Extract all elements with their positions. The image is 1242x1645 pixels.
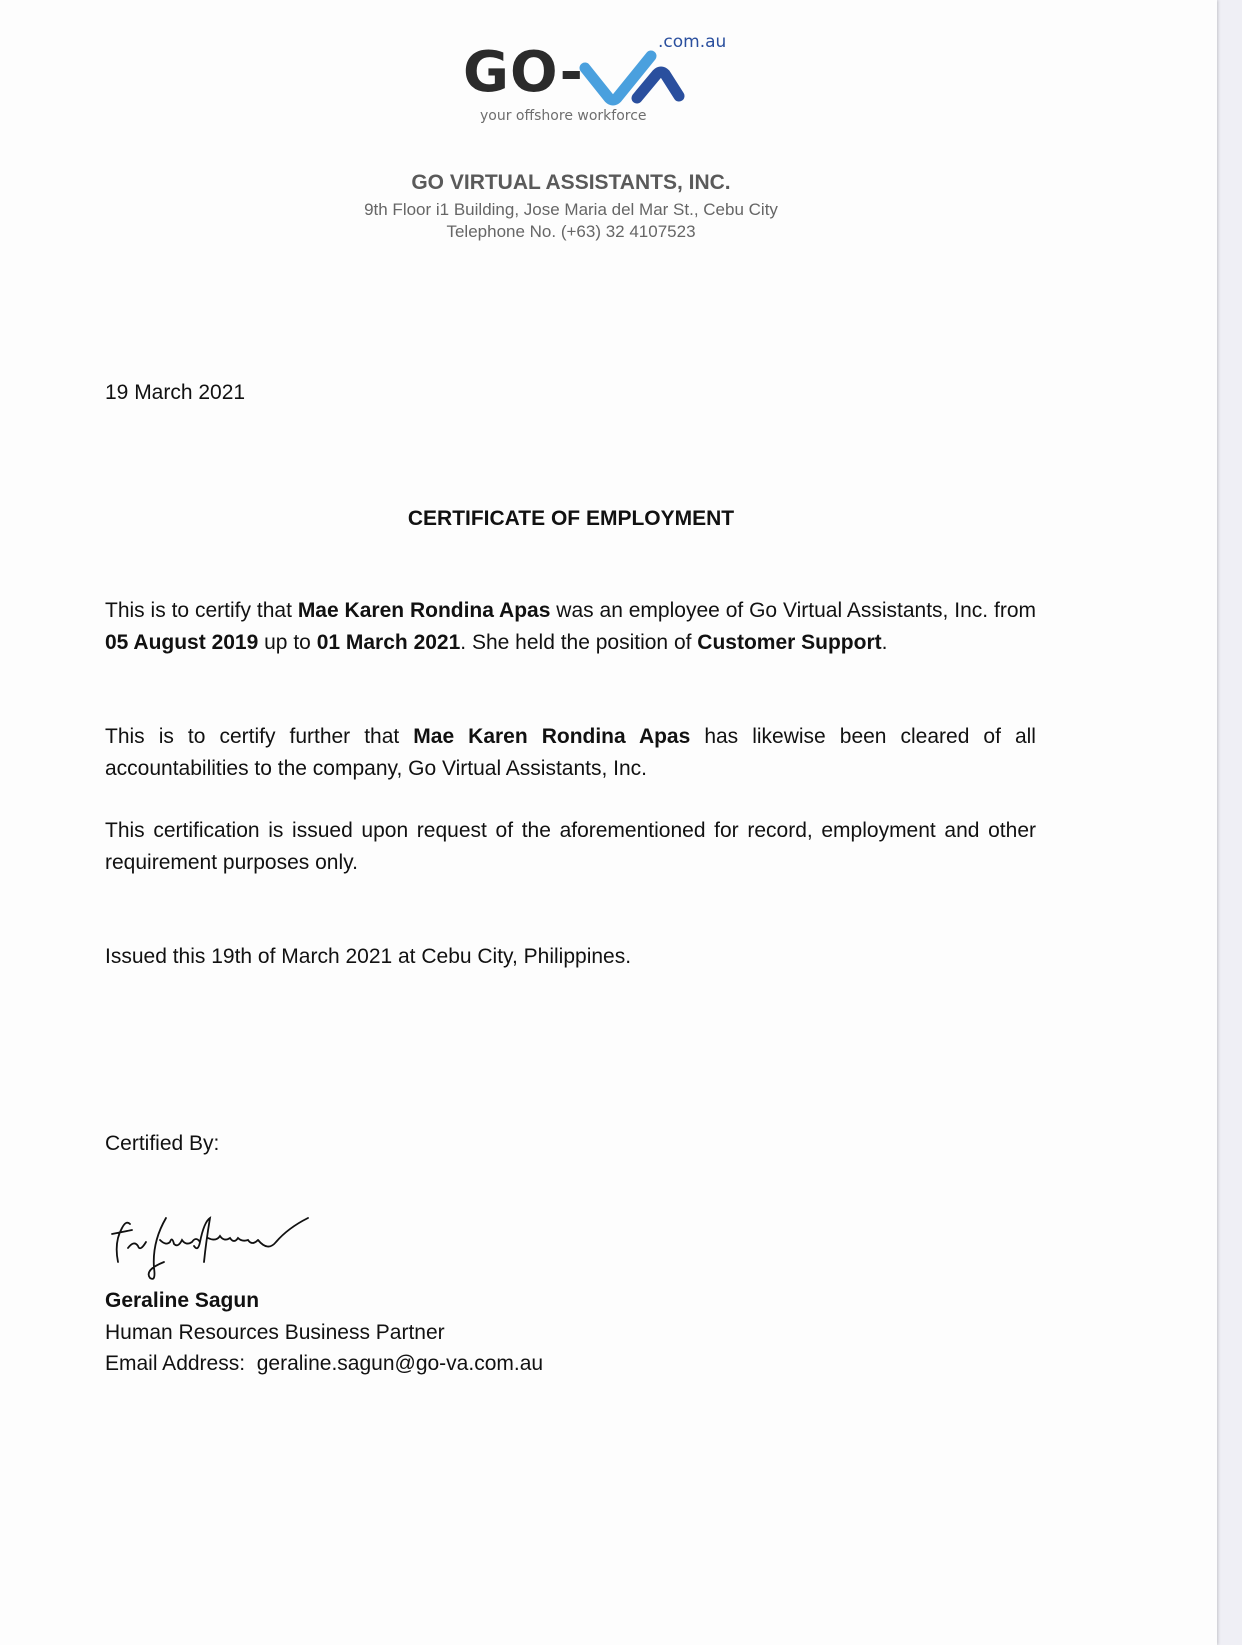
paragraph-purpose: This certification is issued upon request of the aforementioned for record, employment and other requirement purposes only. bbox=[105, 819, 1036, 874]
signatory-position: Human Resources Business Partner bbox=[105, 1320, 445, 1344]
company-name: GO VIRTUAL ASSISTANTS, INC. bbox=[411, 171, 731, 194]
tagline: your offshore workforce bbox=[480, 108, 647, 124]
logo-va-mark bbox=[579, 50, 689, 110]
issued-statement: Issued this 19th of March 2021 at Cebu City, Philippines. bbox=[105, 945, 632, 968]
letter-date: 19 March 2021 bbox=[105, 381, 246, 404]
company-address: 9th Floor i1 Building, Jose Maria del Mar St., Cebu City bbox=[364, 200, 778, 219]
paragraph-clearance: This is to certify further that Mae Karen Rondina Apas has likewise been cleared of all accountabilities to the company, Go Virtual Assistants, Inc. bbox=[105, 725, 1036, 780]
certificate-title: CERTIFICATE OF EMPLOYMENT bbox=[407, 507, 735, 530]
paragraph-employment: This is to certify that Mae Karen Rondina Apas was an employee of Go Virtual Assistants, Inc. from 05 August 2019 up to 01 March 2021. She held the position of Customer Support. bbox=[105, 599, 1036, 654]
company-telephone: Telephone No. (+63) 32 4107523 bbox=[446, 222, 696, 241]
logo-domain: .com.au bbox=[658, 32, 727, 52]
signatory-block bbox=[105, 1285, 1036, 1380]
logo-text: GO- bbox=[463, 40, 584, 105]
signatory-email[interactable]: geraline.sagun@go-va.com.au bbox=[256, 1352, 544, 1375]
signatory-email-line: Email Address: geraline.sagun@go-va.com.au bbox=[105, 1352, 544, 1375]
signatory-name: Geraline Sagun bbox=[105, 1289, 260, 1312]
signature bbox=[108, 1212, 318, 1292]
certified-by-label: Certified By: bbox=[105, 1132, 220, 1155]
